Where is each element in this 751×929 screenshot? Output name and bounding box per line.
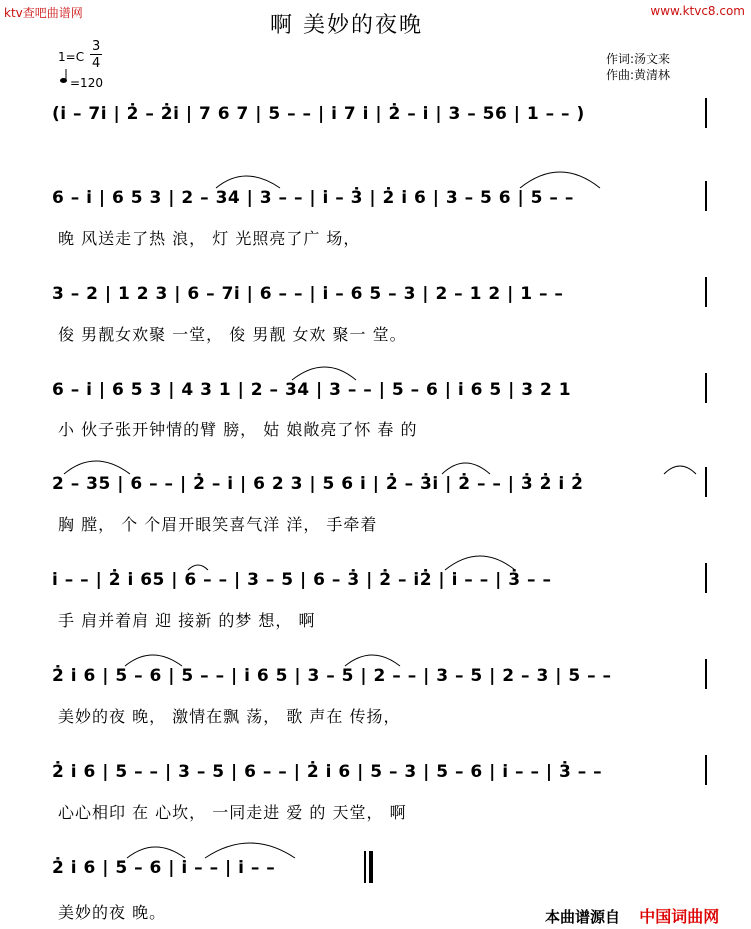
slur	[345, 655, 400, 666]
meter-bottom: 4	[92, 56, 101, 71]
slur	[125, 655, 182, 666]
slur	[445, 556, 515, 570]
lyrics-line-3: 俊 男靓女欢聚 一堂， 俊 男靓 女欢 聚一 堂。	[58, 325, 407, 344]
slur	[188, 565, 208, 570]
slur	[64, 461, 130, 474]
meter-top: 3	[92, 39, 101, 54]
lyrics-line-5: 胸 膛， 个 个眉开眼笑喜气洋 洋， 手牵着	[58, 515, 378, 534]
notes-line-3: 3 – 2 | 1 2 3 | 6 – 7i̇ | 6 – – | i̇ – 6 5 – 3 | 2 – 1 2 | 1 – –	[52, 284, 564, 304]
source-label: 本曲谱源自	[545, 908, 621, 926]
song-title: 啊 美妙的夜晚	[270, 13, 423, 38]
lyrics-line-9: 美妙的夜 晚。	[58, 903, 167, 922]
composer-credit: 作曲:黄清林	[606, 68, 671, 82]
source-credit	[545, 904, 719, 927]
slur	[292, 367, 356, 380]
tempo-value: =120	[70, 76, 103, 90]
key-label: 1=C	[58, 50, 85, 64]
lyrics-line-8: 心心相印 在 心坎， 一同走进 爱 的 天堂， 啊	[58, 803, 407, 822]
site-watermark-right: www.ktvc8.com	[650, 4, 745, 18]
slur	[205, 843, 295, 858]
lyrics-line-6: 手 肩并着肩 迎 接新 的梦 想， 啊	[58, 611, 316, 630]
notes-line-6: i̇ – – | 2̇ i̇ 65 | 6 – – | 3 – 5 | 6 – 3̇ | 2̇ – i̇2̇ | i̇ – – | 3̇ – –	[52, 570, 552, 590]
slur	[520, 172, 600, 188]
notes-line-2: 6 – i̇ | 6 5 3 | 2 – 34 | 3 – – | i̇ – 3̇ | 2̇ i̇ 6 | 3 – 5 6 | 5 – –	[52, 188, 574, 208]
notes-line-1: (i̇ – 7i̇ | 2̇ – 2̇i̇ | 7 6 7 | 5 – – | i̇ 7 i̇ | 2̇ – i̇ | 3 – 56 | 1 – – )	[52, 104, 585, 124]
lyrics-line-7: 美妙的夜 晚， 激情在飘 荡， 歌 声在 传扬，	[58, 707, 401, 726]
site-watermark-left: ktv查吧曲谱网	[4, 6, 83, 20]
notes-line-4: 6 – i̇ | 6 5 3 | 4 3 1 | 2 – 34 | 3 – – | 5 – 6 | i̇ 6 5 | 3 2 1	[52, 380, 572, 400]
notes-line-9: 2̇ i̇ 6 | 5 – 6 | i̇ – – | i̇ – –	[52, 858, 276, 878]
slur	[216, 176, 280, 188]
slur	[442, 463, 490, 474]
slur	[127, 847, 185, 858]
slur	[664, 466, 696, 474]
notes-line-8: 2̇ i̇ 6 | 5 – – | 3 – 5 | 6 – – | 2̇ i̇ 6 | 5 – 3 | 5 – 6 | i̇ – – | 3̇ – –	[52, 762, 603, 782]
source-site: 中国词曲网	[639, 907, 720, 926]
notes-line-5: 2 – 35 | 6 – – | 2̇ – i̇ | 6 2 3 | 5 6 i̇ | 2̇ – 3̇i̇ | 2̇ – – | 3̇ 2̇ i̇ 2̇	[52, 474, 584, 494]
notes-line-7: 2̇ i̇ 6 | 5 – 6 | 5 – – | i̇ 6 5 | 3 – 5 | 2 – – | 3 – 5 | 2 – 3 | 5 – –	[52, 666, 612, 686]
lyrics-line-4: 小 伙子张开钟情的臂 膀， 姑 娘敞亮了怀 春 的	[58, 420, 418, 439]
lyricist-credit: 作词:汤文来	[606, 52, 671, 66]
lyrics-line-2: 晚 风送走了热 浪， 灯 光照亮了广 场，	[58, 229, 361, 248]
